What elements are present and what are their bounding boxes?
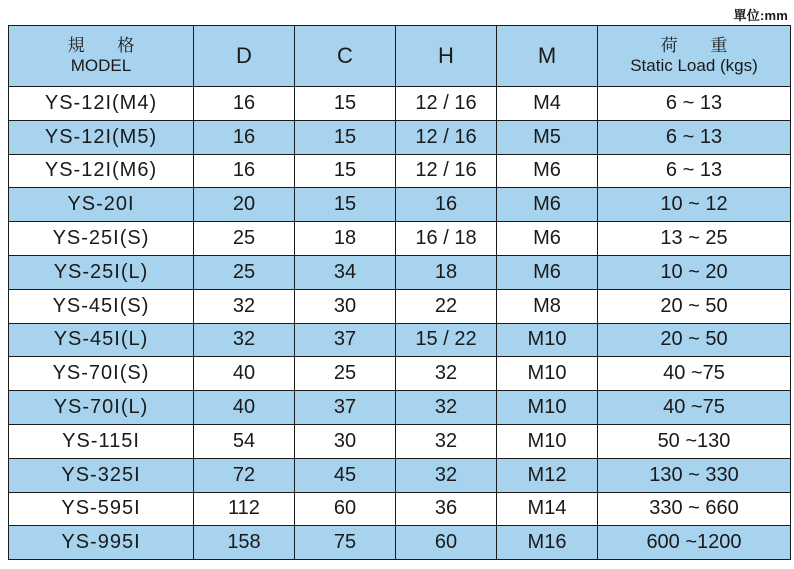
table-row <box>9 120 791 154</box>
cell-load: 130 ~ 330 <box>598 458 791 492</box>
cell-c: 37 <box>295 391 396 425</box>
cell-model: YS-20I <box>9 188 194 222</box>
cell-c: 75 <box>295 526 396 560</box>
header-h: H <box>396 26 497 87</box>
cell-model: YS-70I(L) <box>9 391 194 425</box>
table-row <box>9 323 791 357</box>
cell-c: 25 <box>295 357 396 391</box>
cell-load: 600 ~1200 <box>598 526 791 560</box>
cell-d: 72 <box>194 458 295 492</box>
cell-model: YS-325I <box>9 458 194 492</box>
cell-m: M8 <box>497 289 598 323</box>
cell-d: 32 <box>194 323 295 357</box>
cell-d: 16 <box>194 87 295 121</box>
cell-c: 60 <box>295 492 396 526</box>
cell-model: YS-45I(L) <box>9 323 194 357</box>
cell-model: YS-995I <box>9 526 194 560</box>
cell-m: M4 <box>497 87 598 121</box>
cell-load: 10 ~ 20 <box>598 255 791 289</box>
cell-c: 18 <box>295 222 396 256</box>
cell-c: 15 <box>295 154 396 188</box>
cell-h: 15 / 22 <box>396 323 497 357</box>
cell-model: YS-12I(M6) <box>9 154 194 188</box>
table-row <box>9 222 791 256</box>
table-row <box>9 391 791 425</box>
cell-h: 32 <box>396 391 497 425</box>
table-row <box>9 424 791 458</box>
cell-h: 32 <box>396 357 497 391</box>
table-row <box>9 289 791 323</box>
cell-c: 30 <box>295 289 396 323</box>
cell-m: M16 <box>497 526 598 560</box>
cell-m: M6 <box>497 255 598 289</box>
cell-d: 32 <box>194 289 295 323</box>
cell-load: 330 ~ 660 <box>598 492 791 526</box>
cell-m: M10 <box>497 323 598 357</box>
cell-c: 15 <box>295 188 396 222</box>
cell-load: 20 ~ 50 <box>598 323 791 357</box>
cell-m: M10 <box>497 424 598 458</box>
cell-d: 25 <box>194 222 295 256</box>
table-row <box>9 526 791 560</box>
cell-d: 25 <box>194 255 295 289</box>
cell-h: 16 <box>396 188 497 222</box>
cell-h: 32 <box>396 424 497 458</box>
cell-model: YS-12I(M4) <box>9 87 194 121</box>
cell-c: 15 <box>295 120 396 154</box>
cell-c: 45 <box>295 458 396 492</box>
header-load <box>598 26 791 87</box>
cell-d: 158 <box>194 526 295 560</box>
cell-c: 15 <box>295 87 396 121</box>
table-row <box>9 154 791 188</box>
cell-model: YS-115I <box>9 424 194 458</box>
cell-c: 37 <box>295 323 396 357</box>
cell-m: M10 <box>497 391 598 425</box>
cell-h: 12 / 16 <box>396 120 497 154</box>
cell-load: 6 ~ 13 <box>598 120 791 154</box>
cell-m: M14 <box>497 492 598 526</box>
header-model-en: MODEL <box>70 56 132 75</box>
cell-h: 32 <box>396 458 497 492</box>
cell-load: 40 ~75 <box>598 357 791 391</box>
table-body <box>9 87 791 560</box>
cell-m: M12 <box>497 458 598 492</box>
cell-c: 30 <box>295 424 396 458</box>
header-load-cn: 荷 重 <box>660 36 742 55</box>
cell-load: 40 ~75 <box>598 391 791 425</box>
cell-m: M6 <box>497 222 598 256</box>
table-row <box>9 188 791 222</box>
header-row <box>9 26 791 87</box>
cell-load: 13 ~ 25 <box>598 222 791 256</box>
table-row <box>9 492 791 526</box>
cell-model: YS-25I(L) <box>9 255 194 289</box>
cell-m: M6 <box>497 188 598 222</box>
header-load-en: Static Load (kgs) <box>630 56 758 75</box>
cell-load: 50 ~130 <box>598 424 791 458</box>
cell-h: 18 <box>396 255 497 289</box>
cell-d: 40 <box>194 391 295 425</box>
spec-table <box>8 25 791 560</box>
cell-load: 6 ~ 13 <box>598 87 791 121</box>
cell-m: M10 <box>497 357 598 391</box>
cell-load: 10 ~ 12 <box>598 188 791 222</box>
cell-h: 36 <box>396 492 497 526</box>
header-d: D <box>194 26 295 87</box>
cell-c: 34 <box>295 255 396 289</box>
header-c: C <box>295 26 396 87</box>
cell-d: 54 <box>194 424 295 458</box>
cell-d: 40 <box>194 357 295 391</box>
unit-label: 單位:mm <box>733 8 788 23</box>
cell-m: M5 <box>497 120 598 154</box>
table-row <box>9 357 791 391</box>
header-model-cn: 規 格 <box>67 36 149 55</box>
cell-model: YS-25I(S) <box>9 222 194 256</box>
cell-h: 16 / 18 <box>396 222 497 256</box>
cell-d: 112 <box>194 492 295 526</box>
cell-model: YS-12I(M5) <box>9 120 194 154</box>
cell-model: YS-595I <box>9 492 194 526</box>
cell-model: YS-70I(S) <box>9 357 194 391</box>
cell-d: 20 <box>194 188 295 222</box>
header-model <box>9 26 194 87</box>
cell-d: 16 <box>194 154 295 188</box>
table-row <box>9 458 791 492</box>
cell-h: 60 <box>396 526 497 560</box>
cell-load: 6 ~ 13 <box>598 154 791 188</box>
cell-model: YS-45I(S) <box>9 289 194 323</box>
header-m: M <box>497 26 598 87</box>
cell-load: 20 ~ 50 <box>598 289 791 323</box>
cell-h: 22 <box>396 289 497 323</box>
table-row <box>9 87 791 121</box>
cell-d: 16 <box>194 120 295 154</box>
table-row <box>9 255 791 289</box>
cell-h: 12 / 16 <box>396 154 497 188</box>
cell-h: 12 / 16 <box>396 87 497 121</box>
cell-m: M6 <box>497 154 598 188</box>
